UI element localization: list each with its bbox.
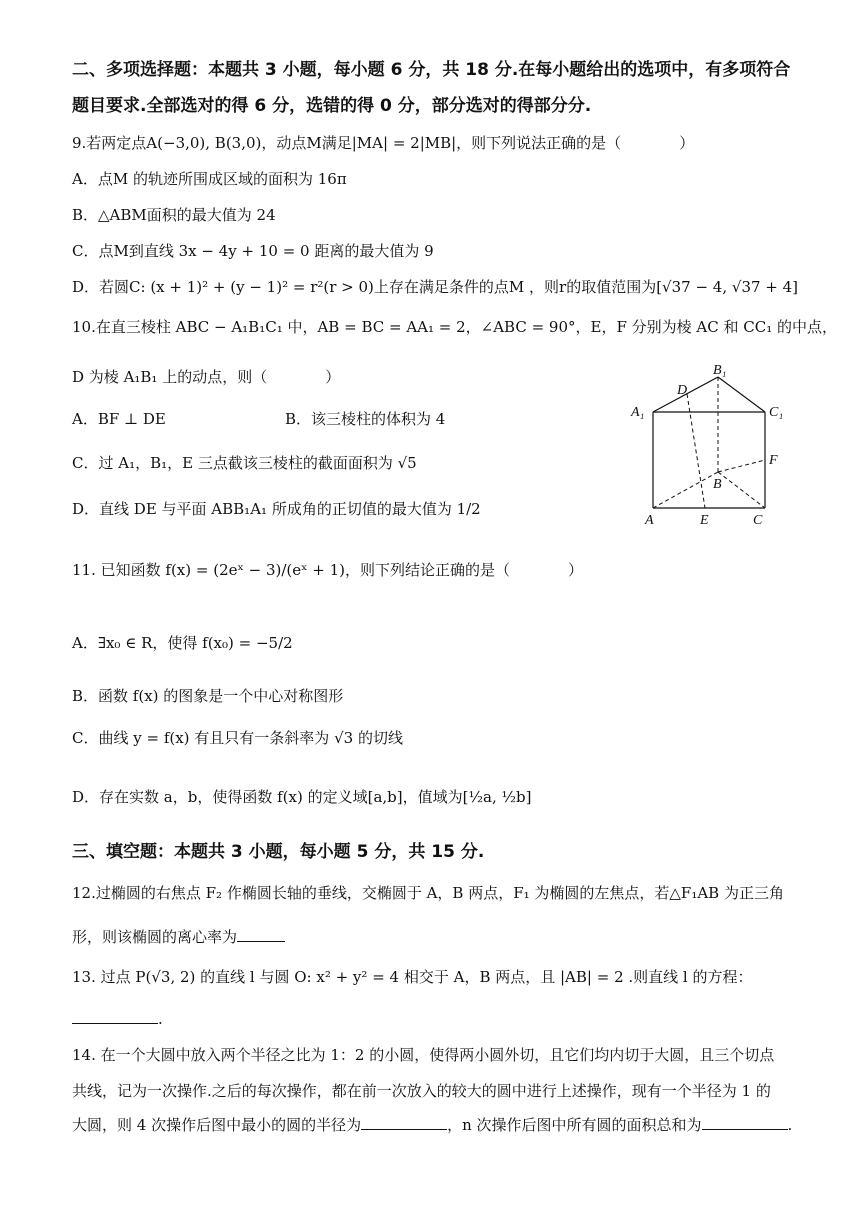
label-D: D: [677, 383, 688, 398]
question-10-stem-close: ）: [325, 368, 341, 386]
question-10-option-a: A．BF ⊥ DE: [72, 410, 166, 428]
question-13-line1: 13. 过点 P(√3, 2) 的直线 l 与圆 O: x² + y² = 4 相交于 A，B 两点，且 |AB| = 2 .则直线 l 的方程：: [72, 968, 753, 986]
question-10-stem-line1: 10.在直三棱柱 ABC − A₁B₁C₁ 中，AB = BC = AA₁ = 2，∠ABC = 90°，E，F 分别为棱 AC 和 CC₁ 的中点，: [72, 318, 837, 336]
question-12-line2-text: 形，则该椭圆的离心率为: [72, 928, 238, 946]
question-12-line2: [72, 928, 285, 946]
question-11-option-d: D．存在实数 a，b，使得函数 f(x) 的定义域[a,b]，值域为[½a, ½b]: [72, 788, 532, 806]
section-heading-fill-blank: 三、填空题：本题共 3 小题，每小题 5 分，共 15 分.: [72, 842, 485, 862]
question-9-stem-text: 9.若两定点A(−3,0), B(3,0)，动点M满足|MA| = 2|MB|，则下列说法正确的是（: [72, 134, 622, 152]
label-A1: A₁: [631, 405, 645, 420]
question-14-line3: [72, 1116, 792, 1134]
question-14-line3-text-a: 大圆，则 4 次操作后图中最小的圆的半径为: [72, 1116, 362, 1134]
label-F: F: [769, 453, 778, 468]
label-B: B: [713, 477, 722, 492]
question-14-line2: 共线，记为一次操作.之后的每次操作，都在前一次放入的较大的圆中进行上述操作，现有一个半径为 1 的: [72, 1082, 771, 1100]
question-11-stem-close: ）: [567, 561, 583, 579]
question-10-stem-line2-text: D 为棱 A₁B₁ 上的动点，则（: [72, 368, 268, 386]
label-E: E: [700, 513, 709, 528]
label-B1: B₁: [713, 363, 727, 378]
question-9-stem-close: ）: [679, 134, 695, 152]
section-heading-multiple-choice: 二、多项选择题：本题共 3 小题，每小题 6 分，共 18 分.在每小题给出的选项中，有多项符合: [72, 60, 791, 80]
question-13-line2: [72, 1010, 163, 1028]
question-9-option-b: B．△ABM面积的最大值为 24: [72, 206, 276, 224]
question-9-option-a: A．点M 的轨迹所围成区域的面积为 16π: [72, 170, 347, 188]
question-14-answer-blank-1[interactable]: [361, 1128, 447, 1130]
question-11-option-a: A．∃x₀ ∈ R，使得 f(x₀) = −5/2: [72, 634, 293, 652]
section-heading-multiple-choice-line2: 题目要求.全部选对的得 6 分，选错的得 0 分，部分选对的得部分分.: [72, 96, 592, 116]
question-10-stem-line2: [72, 368, 340, 386]
question-11-stem-text: 11. 已知函数 f(x) = (2eˣ − 3)/(eˣ + 1)，则下列结论正确的是（: [72, 561, 510, 579]
label-C: C: [753, 513, 763, 528]
question-14-line3-end: .: [787, 1116, 793, 1134]
question-9-stem: [72, 134, 694, 152]
label-A: A: [645, 513, 654, 528]
question-14-line1: 14. 在一个大圆中放入两个半径之比为 1：2 的小圆，使得两小圆外切，且它们均内切于大圆，且三个切点: [72, 1046, 775, 1064]
question-14-line3-text-b: ，n 次操作后图中所有圆的面积总和为: [447, 1116, 702, 1134]
question-10-option-b: B．该三棱柱的体积为 4: [285, 410, 446, 428]
question-10-option-c: C．过 A₁，B₁，E 三点截该三棱柱的截面面积为 √5: [72, 454, 417, 472]
question-13-answer-blank[interactable]: [72, 1022, 158, 1024]
question-11-option-c: C．曲线 y = f(x) 有且只有一条斜率为 √3 的切线: [72, 729, 403, 747]
question-14-answer-blank-2[interactable]: [702, 1128, 788, 1130]
question-9-option-d: D．若圆C: (x + 1)² + (y − 1)² = r²(r > 0)上存在满足条件的点M ，则r的取值范围为[√37 − 4, √37 + 4]: [72, 278, 799, 296]
question-9-option-c: C．点M到直线 3x − 4y + 10 = 0 距离的最大值为 9: [72, 242, 434, 260]
question-10-option-d: D．直线 DE 与平面 ABB₁A₁ 所成角的正切值的最大值为 1/2: [72, 500, 481, 518]
question-11-option-b: B．函数 f(x) 的图象是一个中心对称图形: [72, 687, 344, 705]
question-12-answer-blank[interactable]: [237, 940, 285, 942]
question-11-stem: [72, 561, 583, 579]
prism-figure: [625, 360, 795, 530]
question-12-line1: 12.过椭圆的右焦点 F₂ 作椭圆长轴的垂线，交椭圆于 A，B 两点，F₁ 为椭圆的左焦点，若△F₁AB 为正三角: [72, 884, 784, 902]
question-13-line2-end: .: [158, 1010, 163, 1028]
label-C1: C₁: [769, 405, 784, 420]
